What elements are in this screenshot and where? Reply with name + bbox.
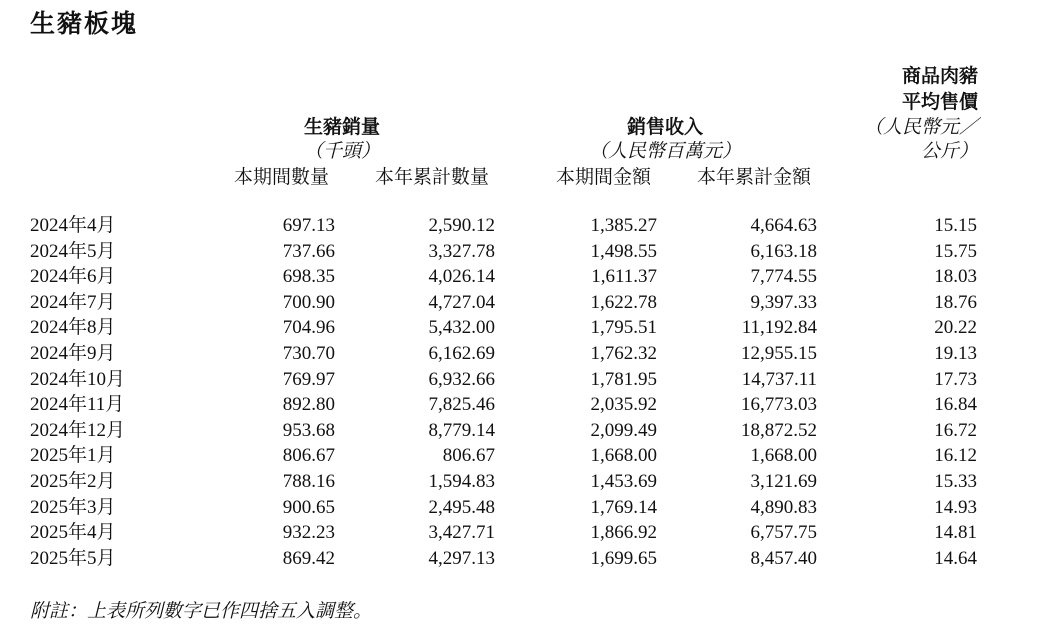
avg-price-cell: 14.93 [934,496,977,518]
table-row [30,290,977,316]
revenue-cell: 1,622.78 [590,291,657,313]
sales-volume-cell: 730.70 [282,342,335,364]
sales-volume-ytd-cell: 5,432.00 [428,317,495,339]
month-cell: 2024年9月 [30,342,116,364]
sales-volume-cell: 700.90 [282,291,335,313]
table-row [30,264,977,290]
sales-volume-ytd-cell: 2,590.12 [428,215,495,236]
revenue-ytd-cell: 6,163.18 [750,240,817,262]
revenue-ytd-cell: 1,668.00 [750,445,817,467]
sales-volume-cell: 698.35 [282,266,335,288]
revenue-cell: 2,035.92 [590,394,657,416]
month-cell: 2025年1月 [30,445,116,467]
revenue-cell: 1,781.95 [590,368,657,390]
sales-volume-ytd-cell: 806.67 [442,445,495,467]
sales-volume-cell: 900.65 [282,496,335,518]
month-cell: 2024年8月 [30,317,116,339]
sales-table [30,213,977,571]
sales-volume-ytd-cell: 6,162.69 [428,342,495,364]
sales-volume-unit: （千頭） [303,140,380,162]
month-cell: 2024年12月 [30,419,126,441]
revenue-ytd-cell: 8,457.40 [750,547,817,569]
sales-volume-ytd-cell: 6,932.66 [428,368,495,390]
avg-price-cell: 15.75 [934,240,977,262]
revenue-cell: 1,769.14 [590,496,657,518]
sales-volume-ytd-cell: 3,327.78 [428,240,495,262]
sales-volume-ytd-cell: 4,297.13 [428,547,495,569]
revenue-ytd-header: 本年累計金額 [697,166,812,188]
table-row [30,213,977,239]
sales-volume-cell: 806.67 [282,445,335,467]
month-cell: 2025年3月 [30,496,116,518]
sales-volume-cell: 932.23 [282,522,335,544]
avg-price-cell: 20.22 [934,317,977,339]
sales-volume-ytd-cell: 1,594.83 [428,470,495,492]
revenue-ytd-cell: 7,774.55 [750,266,817,288]
month-cell: 2024年11月 [30,394,125,416]
sales-volume-ytd-cell: 7,825.46 [428,394,495,416]
revenue-cell: 1,866.92 [590,522,657,544]
table-row [30,341,977,367]
revenue-unit: （人民幣百萬元） [588,140,741,162]
table-row [30,469,977,495]
month-cell: 2025年2月 [30,470,116,492]
revenue-cell: 1,453.69 [590,470,657,492]
month-cell: 2024年4月 [30,215,116,236]
avg-price-cell: 16.12 [934,445,977,467]
sales-volume-ytd-cell: 4,026.14 [428,266,495,288]
month-cell: 2025年5月 [30,547,116,569]
revenue-cell: 1,762.32 [590,342,657,364]
month-cell: 2024年5月 [30,240,116,262]
sales-volume-ytd-cell: 8,779.14 [428,419,495,441]
revenue-ytd-cell: 16,773.03 [741,394,817,416]
sales-volume-cell: 788.16 [282,470,335,492]
avg-price-cell: 14.64 [934,547,977,569]
table-row [30,315,977,341]
sales-volume-cell: 704.96 [282,317,335,339]
revenue-period-header: 本期間金額 [556,166,652,188]
month-cell: 2025年4月 [30,522,116,544]
revenue-cell: 1,611.37 [591,266,657,288]
avg-price-cell: 18.76 [934,291,977,313]
revenue-ytd-cell: 12,955.15 [741,342,817,364]
revenue-cell: 1,498.55 [590,240,657,262]
month-cell: 2024年6月 [30,266,116,288]
sales-volume-period-header: 本期間數量 [234,166,330,188]
avg-price-cell: 15.33 [934,470,977,492]
table-row [30,367,977,393]
page-title: 生豬板塊 [30,9,139,38]
table-row [30,443,977,469]
revenue-ytd-cell: 18,872.52 [741,419,817,441]
revenue-ytd-cell: 6,757.75 [750,522,817,544]
sales-volume-cell: 953.68 [282,419,335,441]
revenue-cell: 2,099.49 [590,419,657,441]
footnote: 附註：上表所列數字已作四捨五入調整。 [30,600,373,622]
sales-table-body [30,213,977,571]
price-header-line1: 商品肉豬 [901,65,978,87]
revenue-ytd-cell: 9,397.33 [750,291,817,313]
sales-volume-cell: 892.80 [282,394,335,416]
table-row [30,546,977,572]
revenue-cell: 1,385.27 [590,215,657,236]
sales-volume-cell: 737.66 [282,240,335,262]
revenue-cell: 1,795.51 [590,317,657,339]
revenue-cell: 1,668.00 [590,445,657,467]
month-cell: 2024年7月 [30,291,116,313]
sales-volume-cell: 869.42 [282,547,335,569]
revenue-ytd-cell: 11,192.84 [741,317,817,339]
table-row [30,520,977,546]
table-row [30,495,977,521]
sales-volume-ytd-cell: 4,727.04 [428,291,495,313]
avg-price-cell: 17.73 [934,368,977,390]
avg-price-cell: 16.84 [934,394,977,416]
revenue-ytd-cell: 14,737.11 [741,368,817,390]
avg-price-cell: 16.72 [934,419,977,441]
month-cell: 2024年10月 [30,368,126,390]
price-header-line2: 平均售價 [901,91,978,113]
price-unit-line2: 公斤） [920,140,978,162]
revenue-ytd-cell: 4,890.83 [750,496,817,518]
avg-price-cell: 19.13 [934,342,977,364]
sales-volume-header: 生豬銷量 [303,116,380,138]
price-unit-line1: （人民幣元／ [863,116,978,138]
revenue-cell: 1,699.65 [590,547,657,569]
sales-volume-ytd-cell: 3,427.71 [428,522,495,544]
table-row [30,392,977,418]
revenue-ytd-cell: 3,121.69 [750,470,817,492]
sales-volume-ytd-cell: 2,495.48 [428,496,495,518]
avg-price-cell: 15.15 [934,215,977,236]
avg-price-cell: 18.03 [934,266,977,288]
sales-volume-ytd-header: 本年累計數量 [375,166,490,188]
table-row [30,239,977,265]
avg-price-cell: 14.81 [934,522,977,544]
sales-volume-cell: 697.13 [282,215,335,236]
sales-volume-cell: 769.97 [282,368,335,390]
revenue-header: 銷售收入 [626,116,703,138]
table-row [30,418,977,444]
revenue-ytd-cell: 4,664.63 [750,215,817,236]
